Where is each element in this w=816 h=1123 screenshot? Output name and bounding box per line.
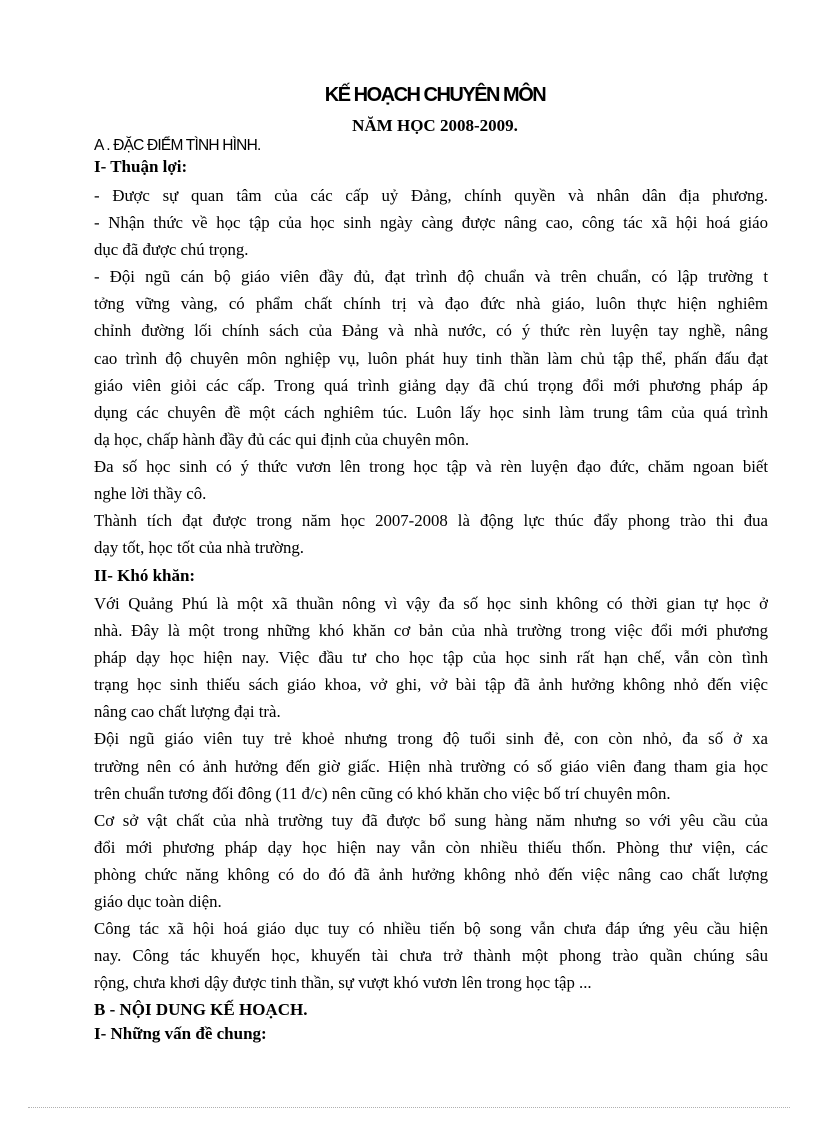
text-line: tởng vững vàng, có phẩm chất chính trị và đạo đức nhà giáo, luôn thực hiện nghiêm [94, 294, 768, 314]
text-line: - Đội ngũ cán bộ giáo viên đầy đủ, đạt trình độ chuẩn và trên chuẩn, có lập trường t [94, 267, 768, 287]
text-line: chỉnh đường lối chính sách của Đảng và nhà nước, có ý thức rèn luyện tay nghề, nâng [94, 321, 768, 341]
text-line: dụng các chuyên đề một cách nghiêm túc. Luôn lấy học sinh làm trung tâm của quá trình [94, 402, 768, 422]
text-line: Công tác xã hội hoá giáo dục tuy có nhiều tiến bộ song vẫn chưa đáp ứng yêu cầu hiện [94, 919, 768, 939]
difficulties-paragraphs [94, 590, 768, 996]
text-line: nay. Công tác khuyến học, khuyến tài chưa trở thành một phong trào quần chúng sâu [94, 946, 768, 966]
text-line: phòng chức năng không có do đó đã ảnh hưởng không nhỏ đến việc nâng cao chất lượng [94, 864, 768, 884]
text-line: Đội ngũ giáo viên tuy trẻ khoẻ nhưng trong độ tuổi sinh đẻ, con còn nhỏ, đa số ở xa [94, 729, 768, 749]
text-line: dạy tốt, học tốt của nhà trường. [94, 538, 304, 558]
text-line: Với Quảng Phú là một xã thuần nông vì vậy đa số học sinh không có thời gian tự học ở [94, 594, 768, 613]
text-line: cao trình độ chuyên môn nghiệp vụ, luôn phát huy tinh thần làm chủ tập thể, phấn đấu đạt [94, 348, 768, 368]
footer-divider [28, 1107, 790, 1108]
heading-general-issues: I- Những vấn đề chung: [94, 1024, 267, 1043]
heading-advantages: I- Thuận lợi: [94, 157, 188, 176]
document-subtitle: NĂM HỌC 2008-2009. [352, 116, 518, 135]
text-line: đổi mới phương pháp dạy học hiện nay vẫn còn nhiều thiếu thốn. Phòng thư viện, các [94, 837, 768, 857]
text-line: - Nhận thức về học tập của học sinh ngày càng được nâng cao, công tác xã hội hoá giáo [94, 213, 768, 233]
text-line: Thành tích đạt được trong năm học 2007-2008 là động lực thúc đẩy phong trào thi đua [94, 511, 768, 531]
text-line: giáo dục toàn diện. [94, 892, 222, 912]
section-b-heading: B - NỘI DUNG KẾ HOẠCH. [94, 1000, 308, 1019]
section-a-heading: A . ĐẶC ĐIỂM TÌNH HÌNH. [94, 137, 261, 154]
text-line: dạ học, chấp hành đầy đủ các qui định của chuyên môn. [94, 429, 470, 449]
text-line: pháp dạy học hiện nay. Việc đầu tư cho học tập của học sinh rất hạn chế, vẫn còn tình [94, 648, 768, 668]
document-title: KẾ HOẠCH CHUYÊN MÔN [324, 84, 546, 106]
text-line: dục đã được chú trọng. [94, 240, 249, 260]
text-line: trạng học sinh thiếu sách giáo khoa, vở ghi, vở bài tập đã ảnh hưởng không nhỏ đến việc [94, 675, 768, 695]
advantages-paragraphs [94, 182, 768, 561]
text-line: nhà. Đây là một trong những khó khăn cơ bản của nhà trường trong việc đổi mới phương [94, 621, 768, 641]
text-line: - Được sự quan tâm của các cấp uỷ Đảng, chính quyền và nhân dân địa phương. [94, 186, 768, 205]
text-line: rộng, chưa khơi dậy được tinh thần, sự vượt khó vươn lên trong học tập ... [94, 973, 592, 993]
text-line: trên chuẩn tương đối đông (11 đ/c) nên cũng có khó khăn cho việc bố trí chuyên môn. [94, 783, 671, 803]
text-line: giáo viên giỏi các cấp. Trong quá trình giảng dạy đã chú trọng đổi mới phương pháp áp [94, 375, 768, 395]
text-line: nghe lời thầy cô. [94, 484, 207, 504]
text-line: nâng cao chất lượng đại trà. [94, 702, 281, 722]
text-line: Đa số học sinh có ý thức vươn lên trong học tập và rèn luyện đạo đức, chăm ngoan biết [94, 456, 768, 476]
text-line: trường nên có ảnh hưởng đến giờ giấc. Hiện nhà trường có số giáo viên đang tham gia học [94, 756, 768, 776]
text-line: Cơ sở vật chất của nhà trường tuy đã được bổ sung hàng năm nhưng so với yêu cầu của [94, 810, 768, 830]
heading-difficulties: II- Khó khăn: [94, 566, 196, 585]
